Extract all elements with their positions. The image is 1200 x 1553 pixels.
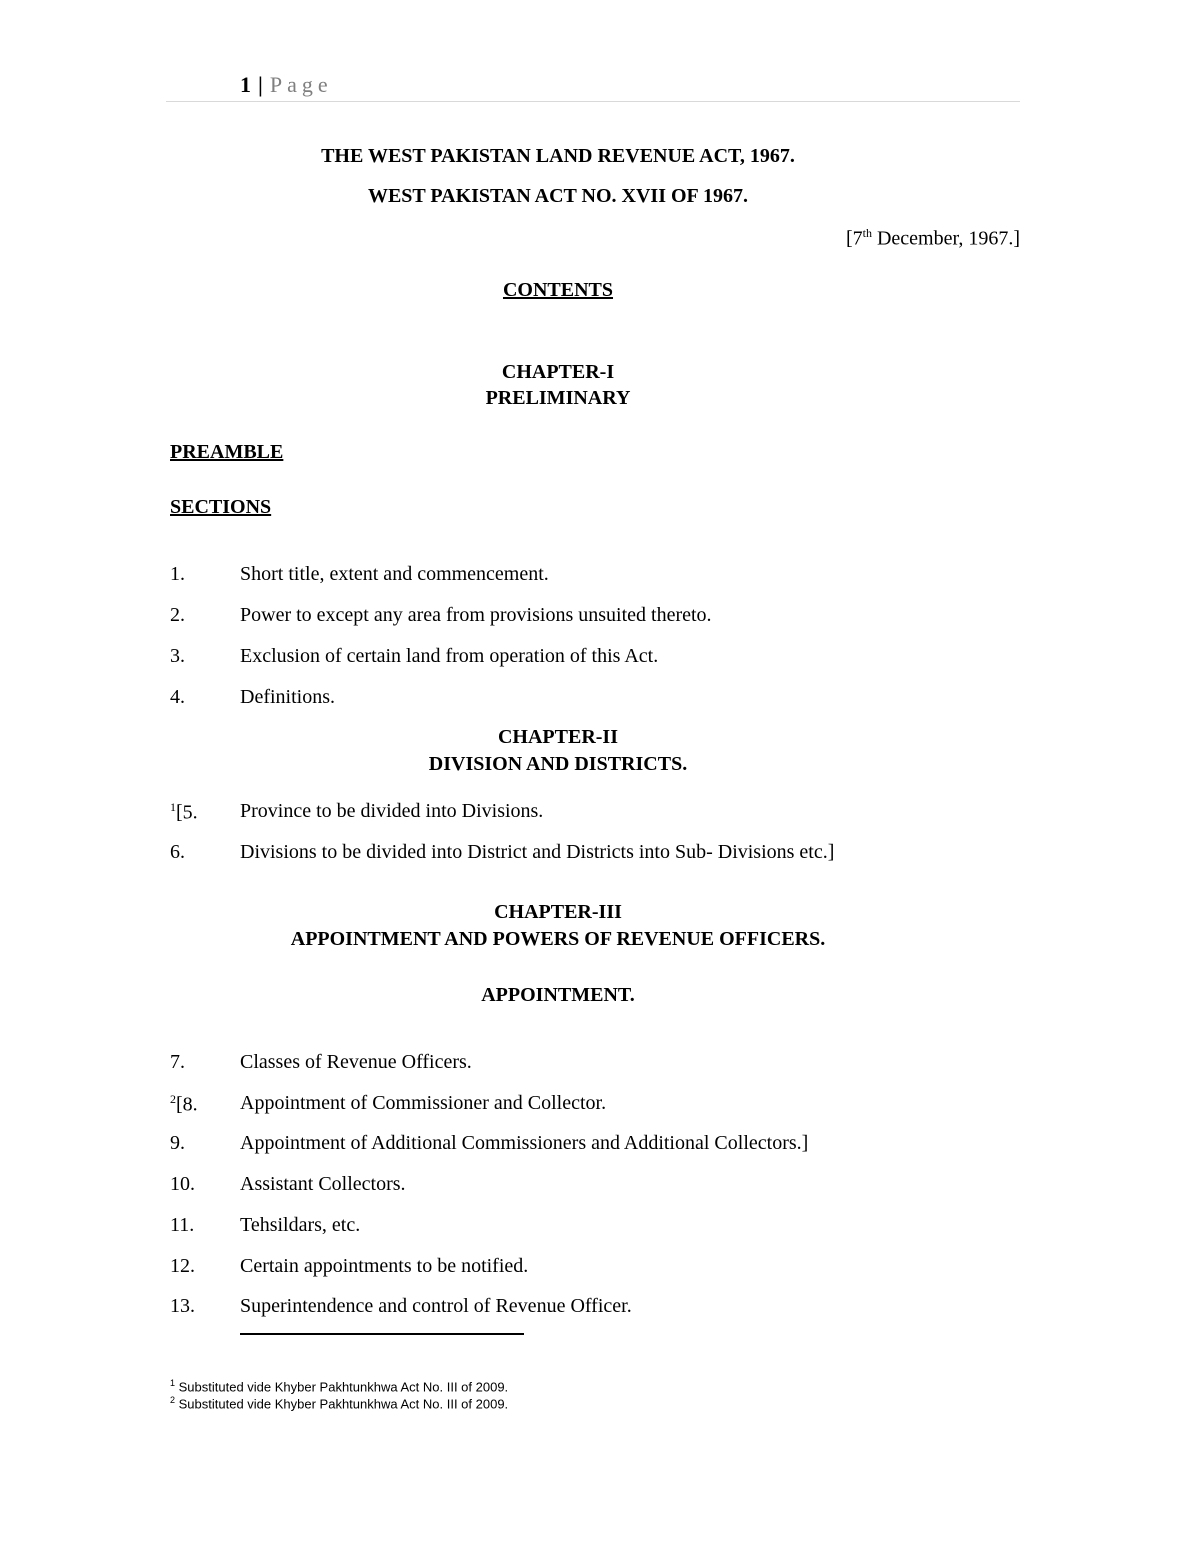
section-item xyxy=(170,1132,1020,1158)
section-item xyxy=(170,841,1020,867)
footnote-mark: 2 xyxy=(170,1395,176,1405)
section-title: Power to except any area from provisions unsuited thereto. xyxy=(240,604,712,626)
act-date xyxy=(700,226,1020,251)
footnote-mark: 1 xyxy=(170,1378,176,1388)
section-title: Exclusion of certain land from operation of this Act. xyxy=(240,645,659,667)
section-number-text: [8. xyxy=(176,1093,198,1116)
section-number xyxy=(170,800,198,825)
page-header xyxy=(240,72,333,98)
section-number: 3. xyxy=(170,645,185,667)
section-item xyxy=(170,1051,1020,1077)
section-item xyxy=(170,1173,1020,1199)
section-number: 1. xyxy=(170,563,185,585)
section-number: 12. xyxy=(170,1255,195,1277)
section-number: 13. xyxy=(170,1295,195,1317)
act-date-rest: December, 1967.] xyxy=(871,227,1020,250)
chapter-1-number: CHAPTER-I xyxy=(501,361,615,383)
act-date-open: [7 xyxy=(845,227,863,250)
footnote-rule xyxy=(240,1333,524,1335)
section-title: Short title, extent and commencement. xyxy=(240,563,549,585)
chapter-3-number: CHAPTER-III xyxy=(494,901,622,923)
section-title: Tehsildars, etc. xyxy=(240,1214,361,1236)
section-number: 6. xyxy=(170,841,185,863)
section-number: 4. xyxy=(170,686,185,708)
chapter-2-number: CHAPTER-II xyxy=(497,726,618,748)
section-item xyxy=(170,1295,1020,1321)
section-title: Classes of Revenue Officers. xyxy=(240,1051,472,1073)
chapter-3-name: APPOINTMENT AND POWERS OF REVENUE OFFICERS. xyxy=(290,928,826,950)
section-title: Appointment of Commissioner and Collector. xyxy=(240,1092,607,1114)
header-rule xyxy=(166,101,1020,102)
section-title: Divisions to be divided into District and Districts into Sub- Divisions etc.] xyxy=(240,841,835,863)
section-item xyxy=(170,1214,1020,1240)
chapter-1-name: PRELIMINARY xyxy=(485,387,631,409)
page-number: 1 xyxy=(240,72,252,97)
section-number: 9. xyxy=(170,1132,185,1154)
act-date-sup: th xyxy=(862,226,872,240)
section-title: Definitions. xyxy=(240,686,335,708)
act-number: WEST PAKISTAN ACT NO. XVII OF 1967. xyxy=(367,185,749,207)
section-number: 10. xyxy=(170,1173,195,1195)
section-number: 7. xyxy=(170,1051,185,1073)
page-word: Page xyxy=(269,72,333,97)
sections-heading: SECTIONS xyxy=(170,496,272,518)
section-number-text: [5. xyxy=(176,801,198,824)
section-number: 2. xyxy=(170,604,185,626)
section-title: Certain appointments to be notified. xyxy=(240,1255,529,1277)
section-title: Province to be divided into Divisions. xyxy=(240,800,544,822)
section-item xyxy=(170,1255,1020,1281)
section-item xyxy=(170,604,1020,630)
contents-heading: CONTENTS xyxy=(502,279,614,301)
section-item xyxy=(170,563,1020,589)
footnote xyxy=(170,1378,508,1394)
act-title: THE WEST PAKISTAN LAND REVENUE ACT, 1967. xyxy=(321,145,795,167)
section-number xyxy=(170,1092,198,1117)
section-item xyxy=(170,645,1020,671)
section-title: Assistant Collectors. xyxy=(240,1173,406,1195)
section-title: Superintendence and control of Revenue Officer. xyxy=(240,1295,632,1317)
footnote xyxy=(170,1395,508,1411)
footnote-ref: 1 xyxy=(170,800,176,814)
page-header-separator: | xyxy=(258,72,264,97)
chapter-2-name: DIVISION AND DISTRICTS. xyxy=(428,753,688,775)
footnote-ref: 2 xyxy=(170,1092,176,1106)
section-title: Appointment of Additional Commissioners and Additional Collectors.] xyxy=(240,1132,809,1154)
section-item xyxy=(170,686,1020,712)
preamble-heading: PREAMBLE xyxy=(170,441,284,463)
footnote-text: Substituted vide Khyber Pakhtunkhwa Act No. III of 2009. xyxy=(175,1379,509,1395)
appointment-subheading: APPOINTMENT. xyxy=(481,984,635,1006)
section-item xyxy=(170,1092,1020,1118)
section-item xyxy=(170,800,1020,826)
footnote-text: Substituted vide Khyber Pakhtunkhwa Act No. III of 2009. xyxy=(175,1396,509,1412)
section-number: 11. xyxy=(170,1214,195,1236)
